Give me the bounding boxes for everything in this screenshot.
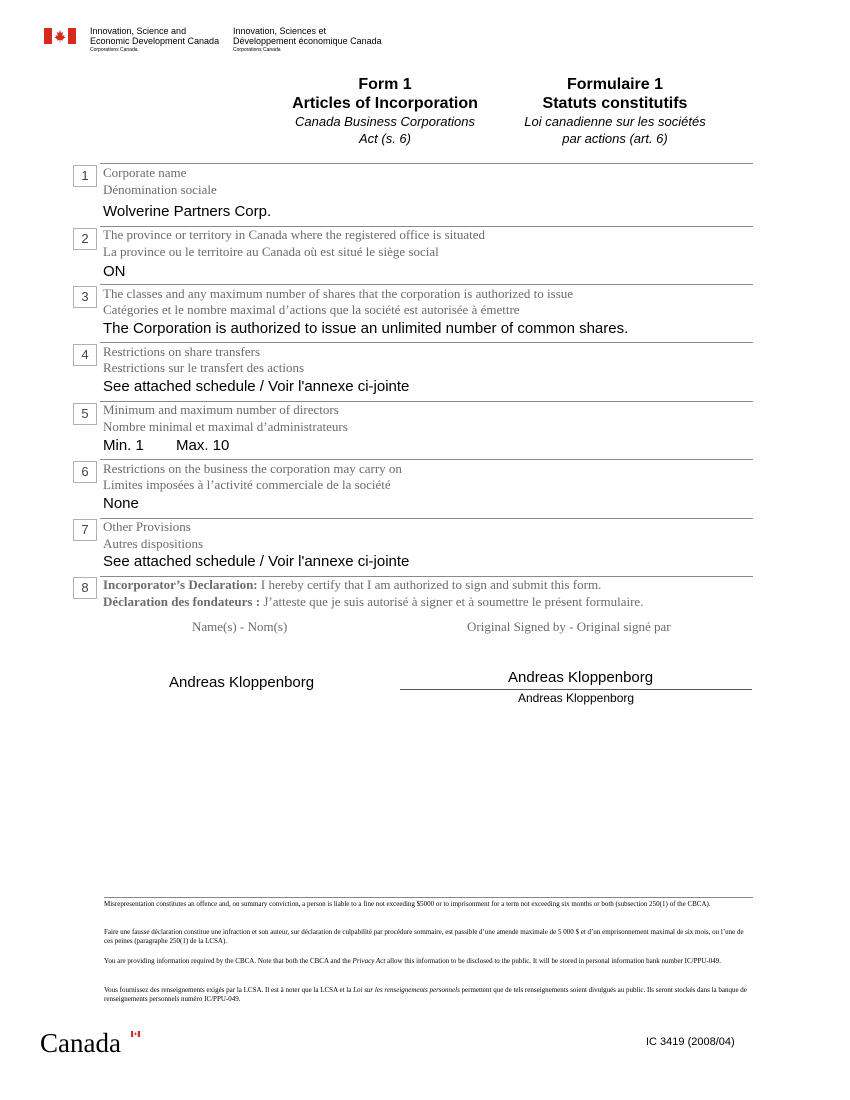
business-restrictions-value: None bbox=[103, 495, 139, 512]
share-classes-value: The Corporation is authorized to issue an unlimited number of common shares. bbox=[103, 320, 629, 337]
department-name-english: Innovation, Science and Economic Development Canada Corporations Canada bbox=[90, 26, 220, 53]
section-label-fr: Nombre minimal et maximal d’administrateurs bbox=[103, 419, 348, 434]
form-title-french: Formulaire 1 Statuts constitutifs Loi canadienne sur les sociétés par actions (art. 6) bbox=[524, 76, 706, 146]
wordmark-flag-icon bbox=[131, 1031, 140, 1037]
section-label-en: The province or territory in Canada where the registered office is situated bbox=[103, 227, 486, 242]
footer-warning-en: Misrepresentation constitutes an offence and, on summary conviction, a person is liable to a fine not exceeding $5000 or to imprisonment for a term not exceeding six months or both (subsection 250(1) of the CBCA). bbox=[104, 900, 711, 908]
names-header: Name(s) - Nom(s) bbox=[192, 619, 288, 634]
declaration-en: Incorporator’s Declaration: I hereby certify that I am authorized to sign and submit this form. bbox=[103, 577, 602, 592]
signature-printed-name: Andreas Kloppenborg bbox=[517, 691, 635, 705]
footer-privacy-en: You are providing information required by the CBCA. Note that both the CBCA and the Privacy Act allow this information to be disclosed to the public. It will be stored in personal information bank number IC/PPU-049. bbox=[104, 957, 722, 965]
province-value: ON bbox=[103, 263, 126, 280]
section-label-fr: Restrictions sur le transfert des actions bbox=[103, 360, 305, 375]
section-label-en: Corporate name bbox=[103, 165, 187, 180]
section-label-en: Restrictions on share transfers bbox=[103, 344, 261, 359]
signature-line bbox=[400, 689, 752, 690]
footer-divider bbox=[104, 897, 753, 898]
section-number: 8 bbox=[73, 577, 97, 599]
corporate-name-value: Wolverine Partners Corp. bbox=[103, 203, 272, 220]
footer-privacy-fr: Vous fournissez des renseignements exigés par la LCSA. Il est à noter que la LCSA et la Loi sur les renseignements personnels permettent que de tels renseignements soient divulgués au public. Ils seront stockés dans la banque de renseignements personnels numéro IC/PPU-049. bbox=[104, 986, 747, 1003]
signed-by-header: Original Signed by - Original signé par bbox=[467, 619, 671, 634]
section-label-fr: La province ou le territoire au Canada où est situé le siège social bbox=[103, 244, 439, 259]
section-label-fr: Catégories et le nombre maximal d’actions que la société est autorisée à émettre bbox=[103, 302, 520, 317]
section-label-en: Other Provisions bbox=[103, 519, 191, 534]
section-number: 6 bbox=[73, 461, 97, 483]
footer-warning-fr: Faire une fausse déclaration constitue une infraction et son auteur, sur déclaration de culpabilité par procédure sommaire, est passible d’une amende maximale de 5 000 $ et d’un emprisonnement maximal de six mois, ou l’une de ces peines (paragraphe 250(1) de la LCSA). bbox=[104, 928, 744, 945]
incorporator-name: Andreas Kloppenborg bbox=[169, 674, 315, 691]
canada-wordmark: Canada bbox=[40, 1028, 121, 1058]
section-number: 3 bbox=[73, 286, 97, 308]
section-number: 4 bbox=[73, 344, 97, 366]
share-transfer-value: See attached schedule / Voir l'annexe ci-jointe bbox=[103, 378, 410, 395]
section-divider bbox=[100, 518, 753, 519]
section-label-en: The classes and any maximum number of shares that the corporation is authorized to issue bbox=[103, 286, 574, 301]
section-number: 5 bbox=[73, 403, 97, 425]
signature-text: Andreas Kloppenborg bbox=[508, 669, 654, 686]
form-title-english: Form 1 Articles of Incorporation Canada Business Corporations Act (s. 6) bbox=[292, 76, 478, 146]
other-provisions-value: See attached schedule / Voir l'annexe ci-jointe bbox=[103, 553, 410, 570]
section-number: 1 bbox=[73, 165, 97, 187]
section-divider bbox=[100, 163, 753, 164]
section-number: 2 bbox=[73, 228, 97, 250]
directors-max-value: Max. 10 bbox=[176, 437, 230, 454]
form-code: IC 3419 (2008/04) bbox=[646, 1036, 735, 1048]
department-name-french: Innovation, Sciences et Développement économique Canada Corporations Canada bbox=[233, 26, 382, 53]
section-label-fr: Limites imposées à l’activité commerciale de la société bbox=[103, 477, 391, 492]
section-label-fr: Autres dispositions bbox=[103, 536, 204, 551]
section-label-fr: Dénomination sociale bbox=[103, 182, 217, 197]
directors-min-value: Min. 1 bbox=[103, 437, 144, 454]
section-label-en: Minimum and maximum number of directors bbox=[103, 402, 339, 417]
declaration-fr: Déclaration des fondateurs : J’atteste que je suis autorisé à signer et à soumettre le présent formulaire. bbox=[103, 594, 644, 609]
section-number: 7 bbox=[73, 519, 97, 541]
section-label-en: Restrictions on the business the corporation may carry on bbox=[103, 461, 402, 476]
canada-flag-icon bbox=[44, 28, 76, 44]
